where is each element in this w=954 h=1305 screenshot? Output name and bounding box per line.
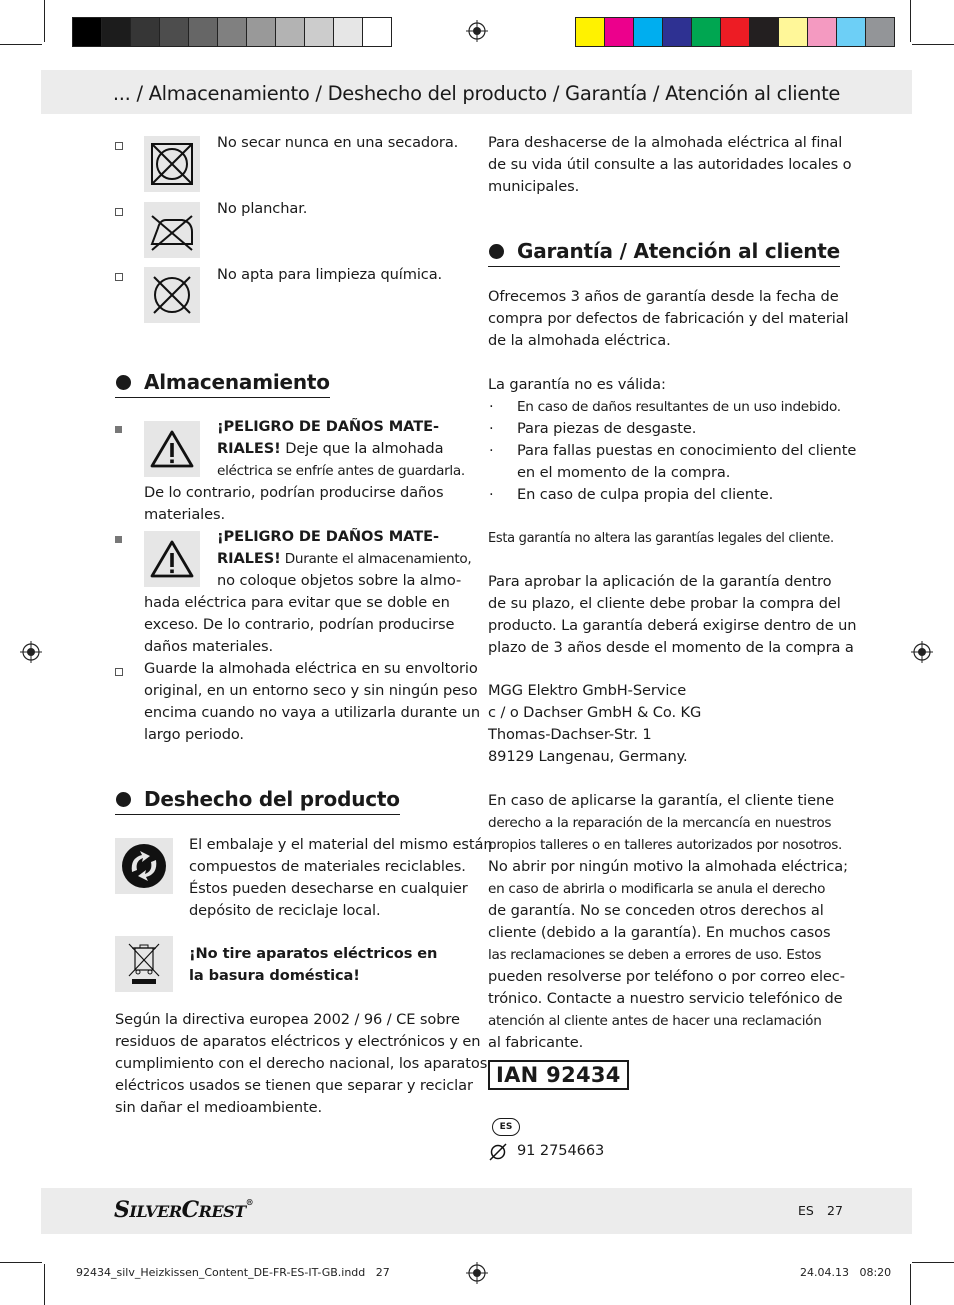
color-swatch <box>189 18 218 46</box>
bullet-filled <box>115 426 122 433</box>
claim-text: plazo de 3 años desde el momento de la compra a <box>488 639 854 656</box>
warranty-intro: compra por defectos de fabricación y del material <box>488 310 849 327</box>
recycle-icon <box>115 838 173 894</box>
disposal-heading: Deshecho del producto <box>115 787 400 815</box>
recycle-text: depósito de reciclaje local. <box>189 902 381 919</box>
slug-file: 92434_silv_Heizkissen_Content_DE-FR-ES-IT-GB.indd 27 <box>76 1266 390 1279</box>
no-dry-clean-icon <box>144 267 200 323</box>
color-swatch <box>750 18 779 46</box>
list-item: En caso de culpa propia del cliente. <box>517 486 774 503</box>
brand-logo <box>114 1197 253 1223</box>
color-swatch <box>334 18 363 46</box>
color-swatch <box>576 18 605 46</box>
ian-number: IAN 92434 <box>488 1060 629 1090</box>
terms-text: propios talleres o en talleres autorizados por nosotros. <box>488 837 843 853</box>
claim-text: producto. La garantía deberá exigirse dentro de un <box>488 617 857 634</box>
phone-number: 91 2754663 <box>517 1142 605 1159</box>
page-title: ... / Almacenamiento / Deshecho del producto / Garantía / Atención al cliente <box>112 82 841 105</box>
color-swatch <box>634 18 663 46</box>
list-bullet: · <box>489 442 494 459</box>
page-number: 27 <box>827 1203 843 1218</box>
grayscale-color-bar <box>72 17 392 47</box>
end-of-life-text: Para deshacerse de la almohada eléctrica al final <box>488 134 843 151</box>
no-tumble-dry-icon <box>144 136 200 192</box>
weee-warning: la basura doméstica! <box>189 967 360 984</box>
warning-text: eléctrica se enfríe antes de guardarla. <box>217 463 465 479</box>
color-swatch <box>305 18 334 46</box>
terms-text: en caso de abrirla o modificarla se anula el derecho <box>488 881 826 897</box>
color-swatch <box>779 18 808 46</box>
recycle-text: El embalaje y el material del mismo están <box>189 836 493 853</box>
registration-mark-icon <box>466 20 488 42</box>
page-lang: ES <box>798 1203 814 1218</box>
warning-icon <box>144 421 200 477</box>
color-swatch <box>363 18 391 46</box>
color-swatch <box>866 18 894 46</box>
color-swatch <box>692 18 721 46</box>
list-bullet: · <box>489 398 494 415</box>
terms-text: cliente (debido a la garantía). En muchos casos <box>488 924 831 941</box>
terms-text: trónico. Contacte a nuestro servicio telefónico de <box>488 990 843 1007</box>
end-of-life-text: municipales. <box>488 178 580 195</box>
recycle-text: Éstos pueden desecharse en cualquier <box>189 880 468 897</box>
warranty-intro: de la almohada eléctrica. <box>488 332 671 349</box>
list-item: Para piezas de desgaste. <box>517 420 697 437</box>
address-line: Thomas-Dachser-Str. 1 <box>488 726 652 743</box>
claim-text: de su plazo, el cliente debe probar la compra del <box>488 595 841 612</box>
slug-date: 24.04.13 08:20 <box>800 1266 892 1279</box>
warning-label: RIALES! <box>217 550 281 567</box>
directive-text: residuos de aparatos eléctricos y electrónicos y en <box>115 1033 481 1050</box>
warning-text: daños materiales. <box>144 638 274 655</box>
color-swatch <box>837 18 866 46</box>
recycle-text: compuestos de materiales reciclables. <box>189 858 466 875</box>
list-item: En caso de daños resultantes de un uso indebido. <box>517 399 841 415</box>
terms-text: En caso de aplicarse la garantía, el cliente tiene <box>488 792 835 809</box>
weee-bin-icon <box>115 936 173 992</box>
terms-text: derecho a la reparación de la mercancía en nuestros <box>488 815 832 831</box>
color-swatch <box>160 18 189 46</box>
color-swatch <box>131 18 160 46</box>
color-swatch <box>247 18 276 46</box>
directive-text: Según la directiva europea 2002 / 96 / CE sobre <box>115 1011 460 1028</box>
logo-letter: S <box>114 1197 130 1223</box>
terms-text: pueden resolverse por teléfono o por correo elec- <box>488 968 845 985</box>
color-swatch <box>276 18 305 46</box>
warning-title: ¡PELIGRO DE DAÑOS MATE- <box>217 528 439 545</box>
care-text: No secar nunca en una secadora. <box>217 134 459 151</box>
logo-letters: ILVER <box>129 1202 182 1221</box>
storage-heading: Almacenamiento <box>115 370 330 398</box>
logo-letter: C <box>181 1197 199 1223</box>
list-item: Para fallas puestas en conocimiento del cliente <box>517 442 857 459</box>
directive-text: cumplimiento con el derecho nacional, los aparatos <box>115 1055 488 1072</box>
terms-text: atención al cliente antes de hacer una reclamación <box>488 1013 822 1029</box>
color-swatch <box>808 18 837 46</box>
claim-text: Para aprobar la aplicación de la garantía dentro <box>488 573 832 590</box>
storage-note: encima cuando no vaya a utilizarla durante un <box>144 704 481 721</box>
list-bullet: · <box>489 486 494 503</box>
warning-text: no coloque objetos sobre la almo- <box>217 572 462 589</box>
color-swatch <box>721 18 750 46</box>
warranty-heading: Garantía / Atención al cliente <box>488 239 840 267</box>
bullet-filled <box>115 536 122 543</box>
no-iron-icon <box>144 202 200 258</box>
registered-mark: ® <box>245 1197 254 1207</box>
registration-mark-icon <box>20 641 42 663</box>
warning-text-part: Deje que la almohada <box>280 440 444 457</box>
warning-text <box>217 438 443 460</box>
end-of-life-text: de su vida útil consulte a las autoridades locales o <box>488 156 852 173</box>
bullet-open <box>115 208 123 216</box>
warning-label: RIALES! <box>217 440 281 457</box>
terms-text: No abrir por ningún motivo la almohada eléctrica; <box>488 858 848 875</box>
legal-note: Esta garantía no altera las garantías legales del cliente. <box>488 531 834 546</box>
storage-note: original, en un entorno seco y sin ningún peso <box>144 682 478 699</box>
warning-title: ¡PELIGRO DE DAÑOS MATE- <box>217 418 439 435</box>
warning-text: materiales. <box>144 506 226 523</box>
bullet-open <box>115 668 123 676</box>
process-color-bar <box>575 17 895 47</box>
warning-text: exceso. De lo contrario, podrían producirse <box>144 616 455 633</box>
list-bullet: · <box>489 420 494 437</box>
registration-mark-icon <box>911 641 933 663</box>
care-text: No apta para limpieza química. <box>217 266 443 283</box>
warning-icon <box>144 531 200 587</box>
weee-warning: ¡No tire aparatos eléctricos en <box>189 945 438 962</box>
invalid-title: La garantía no es válida: <box>488 376 666 393</box>
color-swatch <box>605 18 634 46</box>
color-swatch <box>102 18 131 46</box>
phone-icon <box>488 1142 508 1162</box>
color-swatch <box>663 18 692 46</box>
warning-text <box>217 548 471 570</box>
storage-note: largo periodo. <box>144 726 244 743</box>
terms-text: las reclamaciones se deben a errores de uso. Estos <box>488 947 822 963</box>
list-item: en el momento de la compra. <box>517 464 731 481</box>
address-line: 89129 Langenau, Germany. <box>488 748 688 765</box>
warranty-intro: Ofrecemos 3 años de garantía desde la fecha de <box>488 288 839 305</box>
warning-text-part: Durante el almacenamiento, <box>280 551 472 567</box>
address-line: c / o Dachser GmbH & Co. KG <box>488 704 702 721</box>
storage-note: Guarde la almohada eléctrica en su envoltorio <box>144 660 478 677</box>
bullet-open <box>115 142 123 150</box>
directive-text: eléctricos usados se tienen que separar y reciclar <box>115 1077 473 1094</box>
color-swatch <box>73 18 102 46</box>
warning-text: De lo contrario, podrían producirse daños <box>144 484 444 501</box>
bullet-open <box>115 273 123 281</box>
terms-text: al fabricante. <box>488 1034 584 1051</box>
care-text: No planchar. <box>217 200 308 217</box>
warning-text: hada eléctrica para evitar que se doble en <box>144 594 450 611</box>
terms-text: de garantía. No se conceden otros derechos al <box>488 902 824 919</box>
address-line: MGG Elektro GmbH-Service <box>488 682 687 699</box>
registration-mark-icon <box>466 1262 488 1284</box>
logo-letters: REST <box>198 1202 246 1221</box>
color-swatch <box>218 18 247 46</box>
country-badge: ES <box>492 1118 520 1136</box>
directive-text: sin dañar el medioambiente. <box>115 1099 323 1116</box>
